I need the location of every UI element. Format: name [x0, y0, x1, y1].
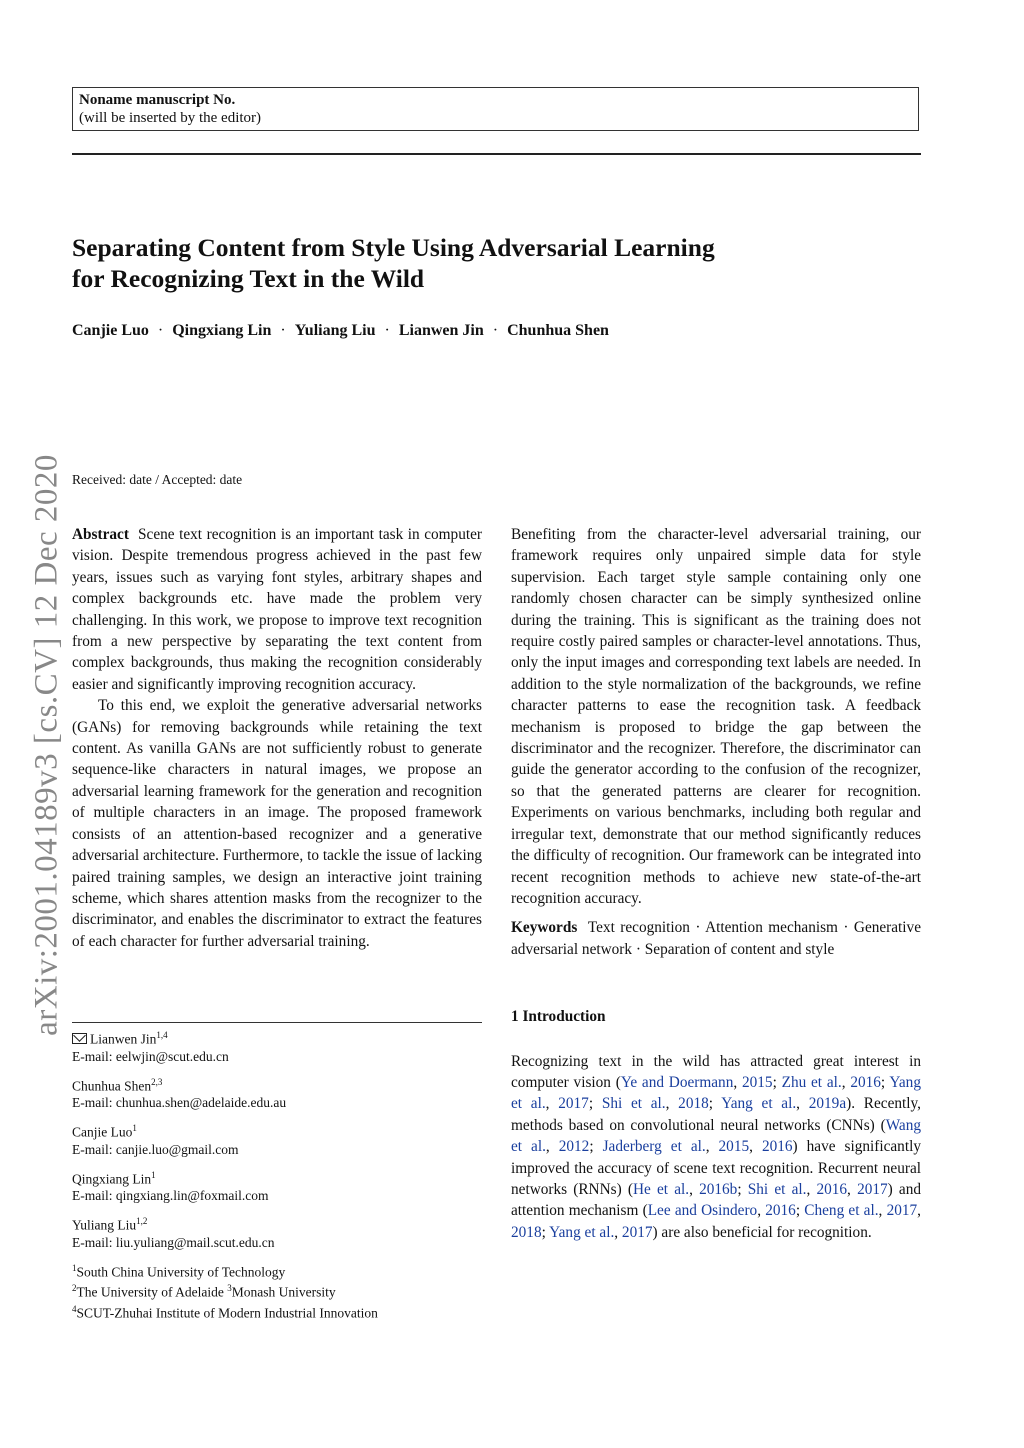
affiliation — [72, 1260, 492, 1281]
intro-text: ; — [795, 1202, 805, 1220]
intro-text: , — [545, 1138, 559, 1156]
author-name: Qingxiang Lin — [172, 322, 272, 339]
contact-sup: 2,3 — [151, 1076, 163, 1087]
keywords-text: Text recognition · Attention mechanism · Generative adversarial network · Separation of content and style — [511, 919, 921, 958]
citation-link[interactable]: Shi et al. — [601, 1095, 666, 1113]
right-column — [511, 524, 921, 1243]
abstract-label: Abstract — [72, 526, 129, 543]
citation-link[interactable]: Zhu et al. — [781, 1073, 842, 1091]
affiliation-sup: 1 — [72, 1262, 77, 1273]
keywords — [511, 917, 921, 960]
citation-link[interactable]: Lee and Osindero — [647, 1202, 758, 1220]
intro-text: , — [796, 1095, 809, 1113]
intro-text: ; — [772, 1073, 782, 1091]
citation-link[interactable]: Cheng et al. — [804, 1202, 879, 1220]
citation-link[interactable]: 2016 — [765, 1202, 796, 1220]
author-separator: · — [384, 322, 390, 339]
abstract-paragraph-2: To this end, we exploit the generative adversarial networks (GANs) for removing backgrounds while retaining the text content. As vanilla GANs are not sufficiently robust to generate sequence-like characters in natural images, we propose an adversarial learning framework for the generation and recognition of multiple characters in an image. The proposed framework consists of an attention-based recognizer and a generative adversarial architecture. Furthermore, to tackle the issue of lacking paired training samples, we design an interactive joint training scheme, which shares attention masks from the recognizer to the discriminator, and enables the discriminator to extract the features of each character for further adversarial training. — [72, 697, 482, 950]
contact-sup: 1 — [132, 1123, 137, 1133]
contact-sup: 1,2 — [136, 1216, 148, 1226]
intro-text: , — [689, 1180, 700, 1198]
affiliation-text: SCUT-Zhuhai Institute of Modern Industrial Innovation — [76, 1305, 378, 1320]
affiliation-text: Monash University — [231, 1284, 336, 1300]
contact-footnotes — [72, 1027, 492, 1321]
citation-link[interactable]: 2017 — [857, 1180, 888, 1198]
citation-link[interactable]: 2016 — [816, 1180, 848, 1198]
intro-text: , — [806, 1180, 817, 1198]
contact-name: Qingxiang Lin — [72, 1171, 152, 1186]
author-name: Chunhua Shen — [507, 322, 609, 339]
citation-link[interactable]: 2018 — [511, 1223, 542, 1241]
contact-entry — [72, 1074, 492, 1112]
intro-text: ; — [588, 1095, 602, 1113]
contact-email: E-mail: liu.yuliang@mail.scut.edu.cn — [72, 1234, 275, 1250]
contact-email: E-mail: eelwjin@scut.edu.cn — [72, 1048, 229, 1064]
intro-text: , — [917, 1202, 921, 1220]
intro-text: ; — [708, 1095, 722, 1113]
contact-email: E-mail: chunhua.shen@adelaide.edu.au — [72, 1095, 287, 1110]
affiliation — [72, 1301, 492, 1322]
affiliation-text: The University of Adelaide — [76, 1284, 228, 1300]
affiliation-sup: 3 — [227, 1283, 232, 1293]
received-date: Received: date / Accepted: date — [72, 472, 243, 487]
citation-link[interactable]: 2016 — [761, 1138, 793, 1156]
section-heading-introduction: 1 Introduction — [511, 1008, 606, 1026]
contact-email: E-mail: canjie.luo@gmail.com — [72, 1141, 239, 1157]
intro-text: ; — [737, 1180, 748, 1198]
author-name: Canjie Luo — [72, 322, 149, 339]
citation-link[interactable]: 2017 — [621, 1223, 653, 1241]
abstract-paragraph-3: Benefiting from the character-level adversarial training, our framework requires only unpaired simple data for style supervision. Each target style sample containing only one randomly chosen character can be simply synthesized online during the training. This is significant as the training does not require costly paired samples or character-level annotations. Thus, only the input images and corresponding text labels are needed. In addition to the style normalization of the backgrounds, we refine character patterns to ease the recognition task. A feedback mechanism is proposed to bridge the gap between the discriminator and the recognizer. Therefore, the discriminator can guide the generator according to the confusion of the recognizer, so that the generated patterns are clearer for recognition. Experiments on various benchmarks, including both regular and irregular text, demonstrate that our method significantly reduces the difficulty of recognition. Our framework can be integrated into recent recognition methods to achieve new state-of-the-art recognition accuracy. — [511, 526, 921, 907]
citation-link[interactable]: He et al. — [632, 1180, 690, 1198]
manuscript-header-box — [72, 87, 919, 131]
citation-link[interactable]: Yang et al. — [549, 1223, 615, 1241]
intro-text: , — [878, 1202, 887, 1220]
arxiv-stamp: arXiv:2001.04189v3 [cs.CV] 12 Dec 2020 — [28, 454, 65, 1036]
contact-sup: 1 — [151, 1169, 156, 1180]
intro-text: , — [841, 1073, 851, 1091]
intro-text: ; — [541, 1223, 550, 1241]
left-column — [72, 524, 482, 952]
affiliation-text: South China University of Technology — [76, 1264, 286, 1279]
intro-text: , — [749, 1138, 762, 1156]
intro-text: , — [733, 1073, 742, 1091]
contact-name: Lianwen Jin — [90, 1031, 157, 1047]
author-separator: · — [492, 322, 499, 339]
intro-text: Recognizing text in the wild has attracted great interest in computer vision ( — [511, 1052, 921, 1091]
introduction-paragraph — [511, 1051, 921, 1244]
citation-link[interactable]: 2019a — [808, 1095, 847, 1113]
citation-link[interactable]: 2018 — [678, 1095, 709, 1113]
contact-name: Yuliang Liu — [72, 1217, 137, 1233]
intro-text: ) have significantly improved the accuracy of scene text recognition. Recurrent neural networks (RNNs) ( — [511, 1138, 921, 1198]
keywords-label: Keywords — [511, 919, 578, 937]
author-list — [72, 322, 609, 340]
intro-text: , — [757, 1202, 766, 1220]
citation-link[interactable]: 2016b — [699, 1180, 738, 1198]
intro-text: ) and attention mechanism ( — [511, 1180, 922, 1220]
intro-text: , — [614, 1223, 622, 1241]
affiliation — [72, 1280, 492, 1301]
contact-entry — [72, 1120, 492, 1158]
affiliation-list — [72, 1260, 492, 1322]
envelope-icon — [72, 1033, 87, 1044]
citation-link[interactable]: Jaderberg et al. — [602, 1138, 706, 1156]
citation-link[interactable]: Wang et al. — [511, 1116, 921, 1156]
author-separator: · — [157, 322, 164, 339]
contact-entry — [72, 1213, 492, 1251]
intro-text: ; — [589, 1138, 603, 1156]
manuscript-number: Noname manuscript No. — [79, 92, 236, 108]
title-line-2: for Recognizing Text in the Wild — [72, 264, 425, 293]
intro-text: ; — [880, 1073, 890, 1091]
author-name: Lianwen Jin — [398, 322, 484, 339]
contact-name: Canjie Luo — [72, 1124, 133, 1140]
citation-link[interactable]: Ye and Doermann — [620, 1073, 734, 1091]
author-separator: · — [280, 322, 286, 339]
intro-text: , — [665, 1095, 679, 1113]
contact-name: Chunhua Shen — [72, 1078, 152, 1093]
citation-link[interactable]: 2015 — [718, 1138, 750, 1156]
intro-text: ). Recently, methods based on convolutional neural networks (CNNs) ( — [511, 1095, 921, 1134]
citation-link[interactable]: Yang et al. — [511, 1073, 921, 1113]
intro-text: , — [545, 1095, 559, 1113]
citation-link[interactable]: Shi et al. — [747, 1180, 807, 1198]
citation-link[interactable]: 2016 — [850, 1073, 881, 1091]
paper-title — [72, 232, 832, 294]
abstract-text-1: Scene text recognition is an important task in computer vision. Despite tremendous progress achieved in the past few years, issues such as varying font styles, arbitrary shapes and complex backgrounds etc. have made the problem very challenging. In this work, we propose to improve text recognition from a new perspective by separating the text content from complex backgrounds, thus making the recognition considerably easier and significantly improving recognition accuracy. — [72, 526, 482, 693]
affiliation-sup: 2 — [72, 1283, 77, 1293]
footnote-rule — [72, 1022, 482, 1023]
title-line-1: Separating Content from Style Using Adversarial Learning — [72, 233, 715, 262]
abstract-paragraph-1 — [72, 524, 482, 695]
author-name: Yuliang Liu — [294, 322, 376, 339]
contact-sup: 1,4 — [156, 1030, 168, 1040]
intro-text: , — [705, 1138, 719, 1156]
citation-link[interactable]: 2012 — [558, 1138, 590, 1156]
affiliation-sup: 4 — [72, 1303, 77, 1314]
citation-link[interactable]: Yang et al. — [721, 1095, 797, 1113]
intro-text: , — [847, 1180, 858, 1198]
citation-link[interactable]: 2015 — [741, 1073, 773, 1091]
header-rule — [72, 153, 921, 155]
editor-note: (will be inserted by the editor) — [79, 110, 262, 126]
contact-entry — [72, 1027, 492, 1065]
contact-email: E-mail: qingxiang.lin@foxmail.com — [72, 1188, 269, 1203]
intro-text: ) are also beneficial for recognition. — [652, 1223, 872, 1241]
contact-entry — [72, 1167, 492, 1205]
citation-link[interactable]: 2017 — [558, 1095, 589, 1113]
citation-link[interactable]: 2017 — [886, 1202, 918, 1220]
